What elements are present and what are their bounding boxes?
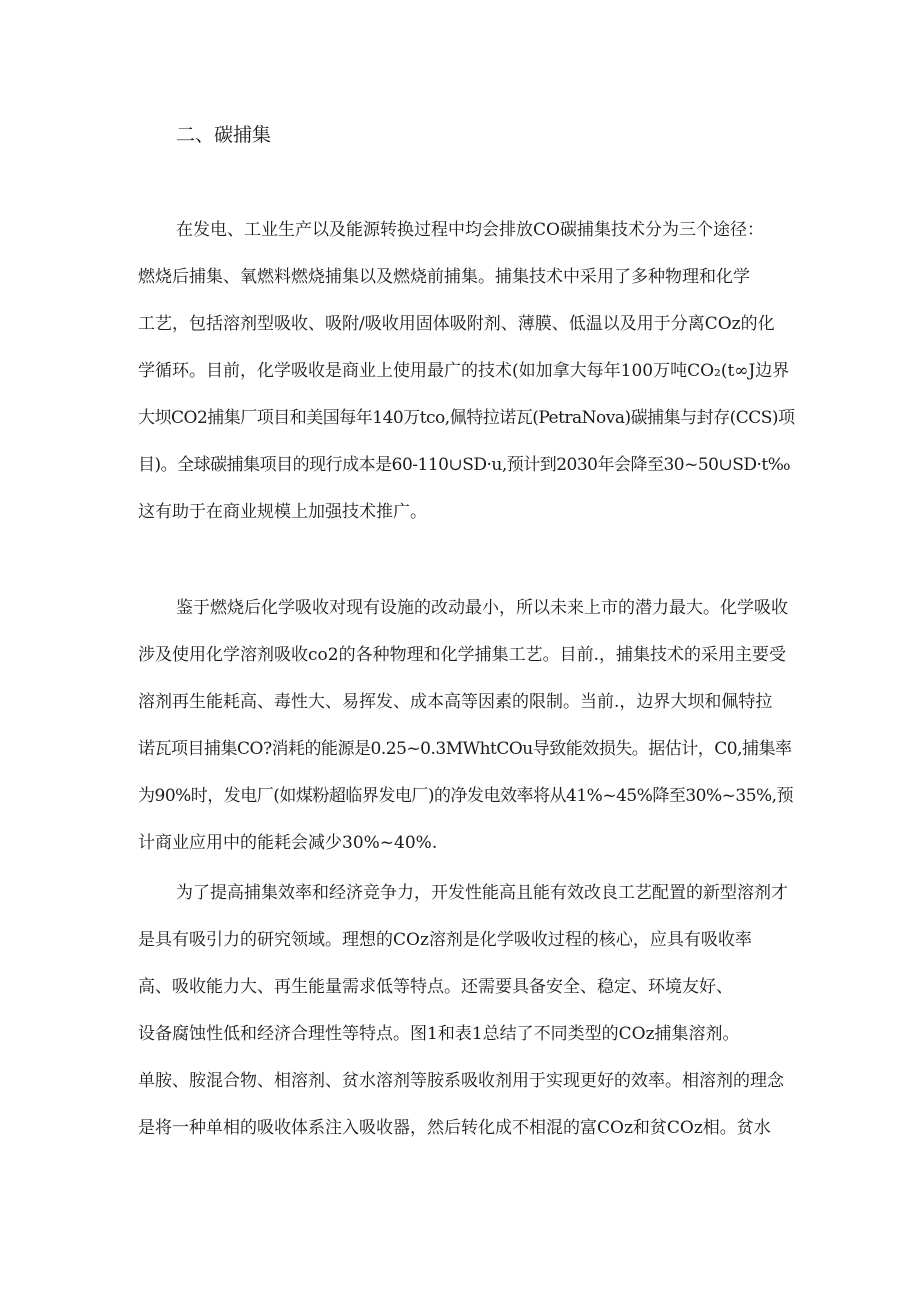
paragraph-line: 设备腐蚀性低和经济合理性等特点。图1和表1总结了不同类型的COz捕集溶剂。 bbox=[138, 1024, 740, 1044]
paragraph-line: 是将一种单相的吸收体系注入吸收器，然后转化成不相混的富COz和贫COz相。贫水 bbox=[138, 1118, 771, 1138]
paragraph-line: 溶剂再生能耗高、毒性大、易挥发、成本高等因素的限制。当前.，边界大坝和佩特拉 bbox=[138, 692, 773, 712]
paragraph-line: 目)。全球碳捕集项目的现行成本是60-110∪SD·u,预计到2030年会降至30~50∪SD·t‰ bbox=[138, 455, 791, 475]
paragraph-line: 鉴于燃烧后化学吸收对现有设施的改动最小，所以未来上市的潜力最大。化学吸收 bbox=[176, 598, 788, 618]
paragraph-line: 是具有吸引力的研究领域。理想的COz溶剂是化学吸收过程的核心，应具有吸收率 bbox=[138, 930, 752, 950]
paragraph-line: 在发电、工业生产以及能源转换过程中均会排放CO碳捕集技术分为三个途径： bbox=[176, 220, 764, 240]
paragraph-line: 为了提高捕集效率和经济竞争力，开发性能高且能有效改良工艺配置的新型溶剂才 bbox=[176, 883, 788, 903]
paragraph-line: 为90%时，发电厂(如煤粉超临界发电厂)的净发电效率将从41%~45%降至30%~35%,预 bbox=[138, 786, 794, 806]
paragraph-line: 工艺，包括溶剂型吸收、吸附/吸收用固体吸附剂、薄膜、低温以及用于分离COz的化 bbox=[138, 314, 775, 334]
paragraph-line: 这有助于在商业规模上加强技术推广。 bbox=[138, 502, 427, 522]
paragraph-line: 燃烧后捕集、氧燃料燃烧捕集以及燃烧前捕集。捕集技术中采用了多种物理和化学 bbox=[138, 267, 750, 287]
paragraph-line: 高、吸收能力大、再生能量需求低等特点。还需要具备安全、稳定、环境友好、 bbox=[138, 977, 733, 997]
paragraph-line: 单胺、胺混合物、相溶剂、贫水溶剂等胺系吸收剂用于实现更好的效率。相溶剂的理念 bbox=[138, 1071, 784, 1091]
paragraph-line: 诺瓦项目捕集CO?消耗的能源是0.25~0.3MWhtCOu导致能效损失。据估计，C0,捕集率 bbox=[138, 739, 792, 759]
section-heading: 二、碳捕集 bbox=[176, 124, 272, 146]
paragraph-line: 学循环。目前，化学吸收是商业上使用最广的技术(如加拿大每年100万吨CO₂(t∞J边界 bbox=[138, 361, 790, 381]
paragraph-line: 大坝CO2捕集厂项目和美国每年140万tco,佩特拉诺瓦(PetraNova)碳捕集与封存(CCS)项 bbox=[138, 408, 795, 428]
paragraph-line: 计商业应用中的能耗会减少30%~40%. bbox=[138, 833, 438, 853]
paragraph-line: 涉及使用化学溶剂吸收co2的各种物理和化学捕集工艺。目前.，捕集技术的采用主要受 bbox=[138, 645, 786, 665]
